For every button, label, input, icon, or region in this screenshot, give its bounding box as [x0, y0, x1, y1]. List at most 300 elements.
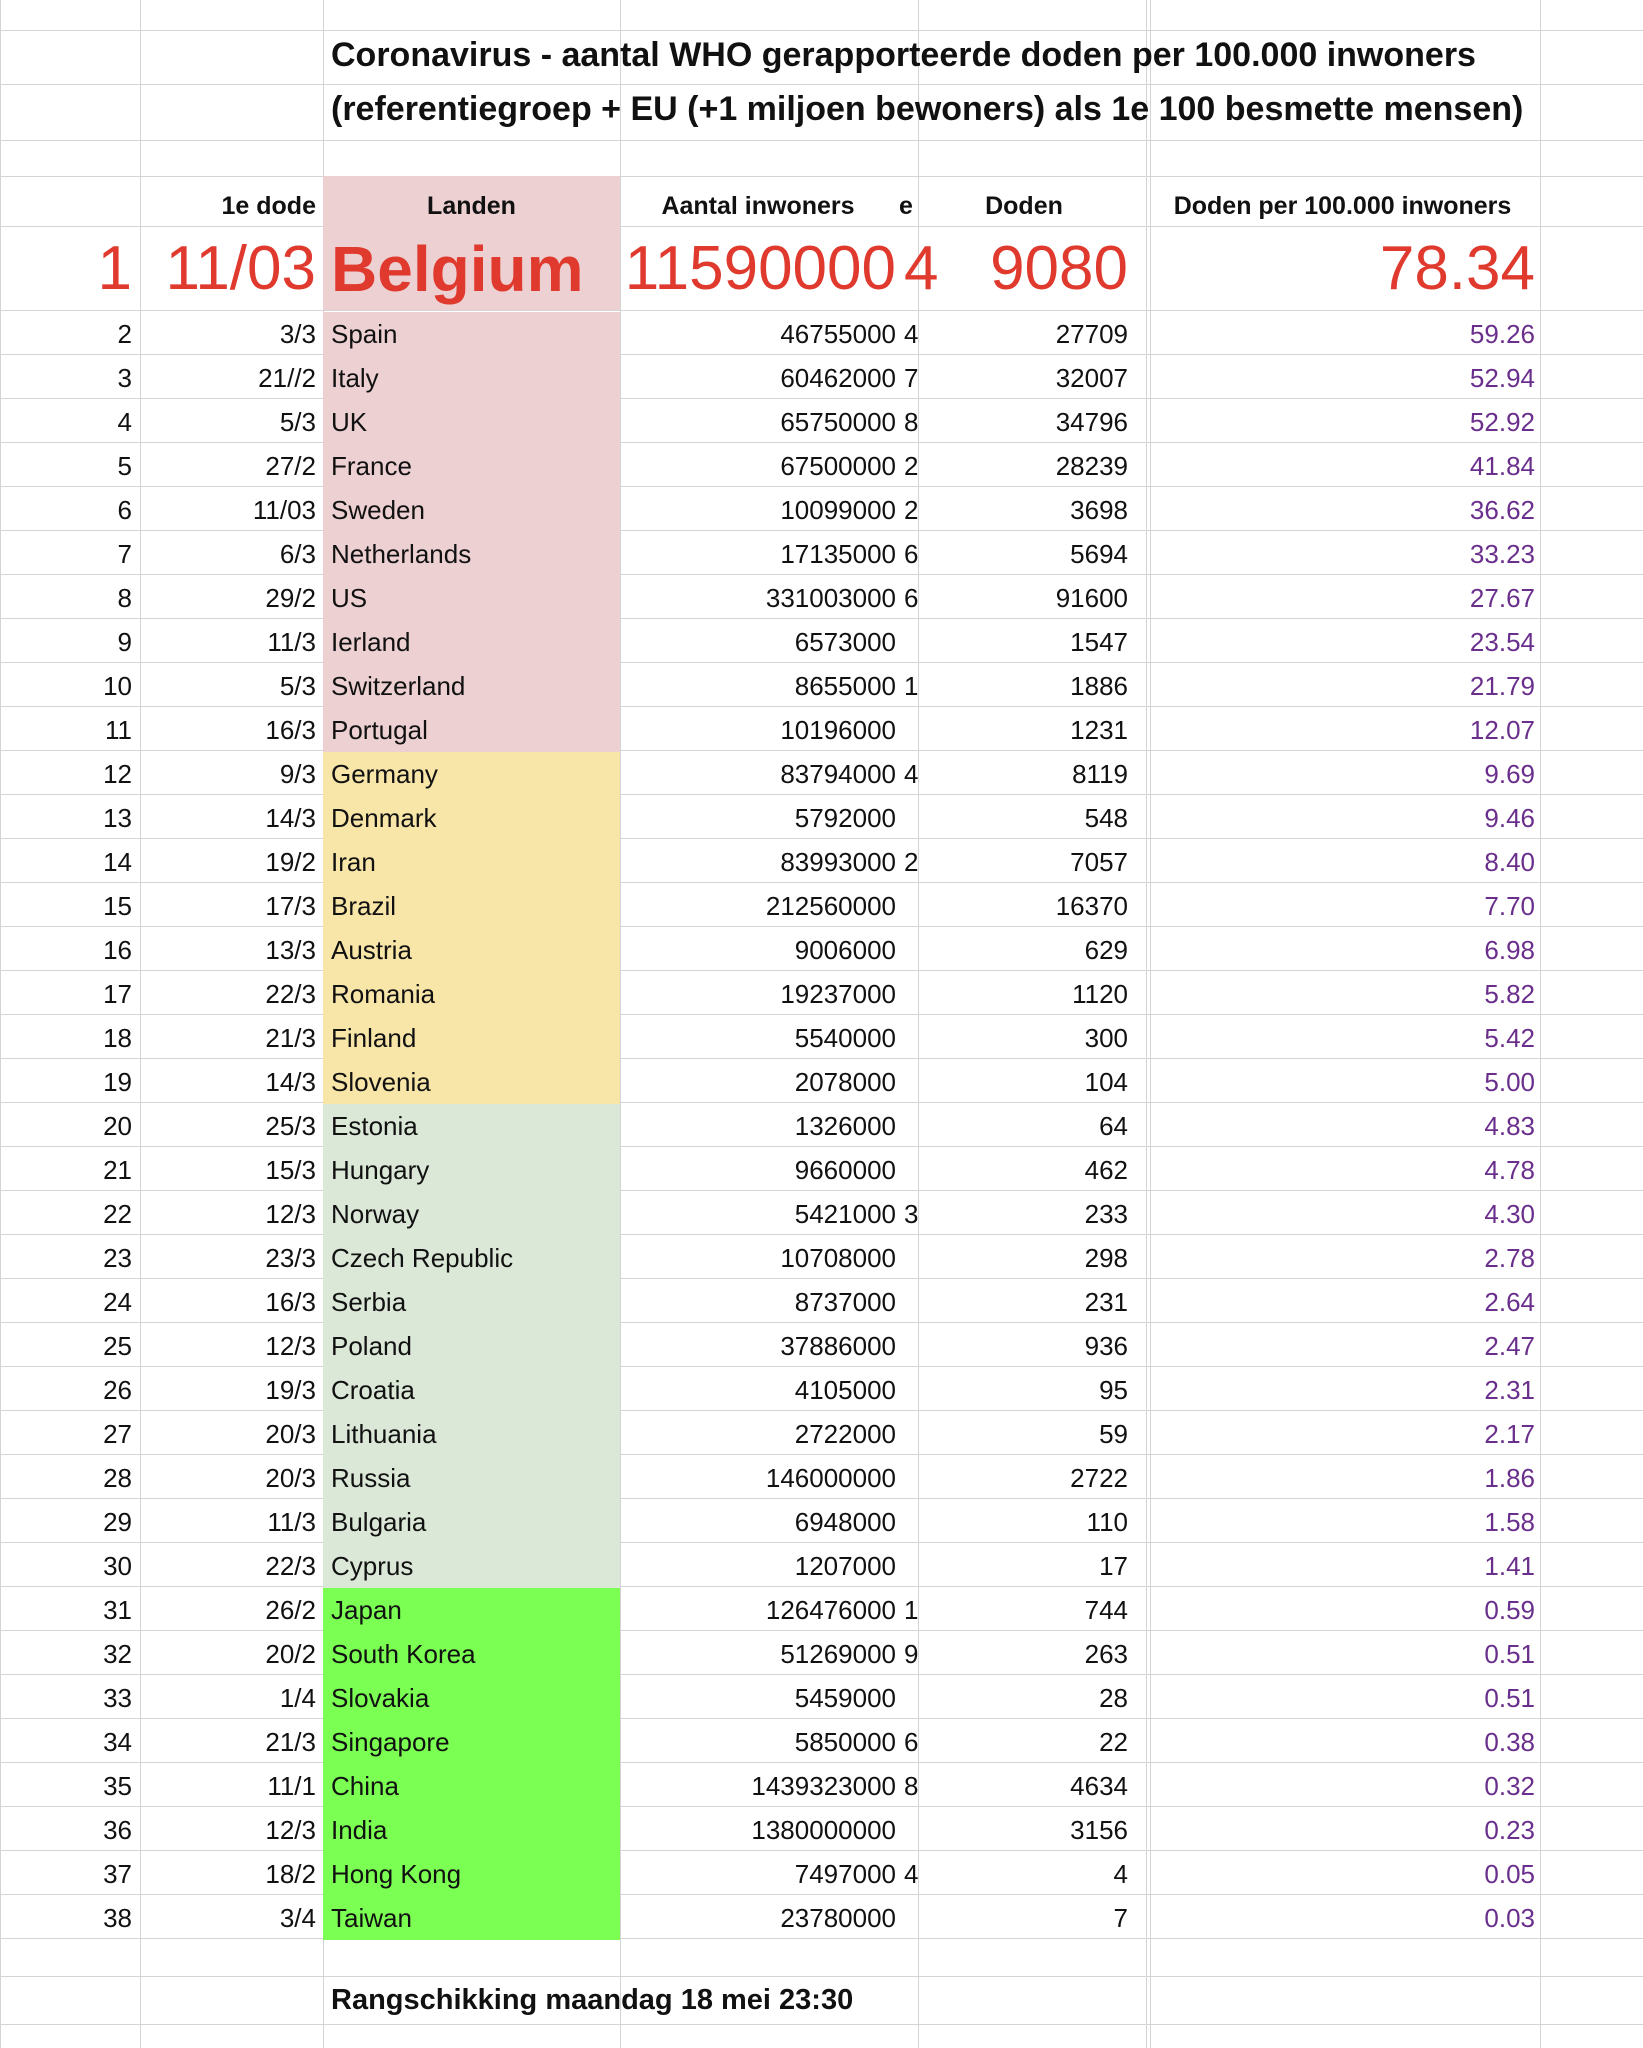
header-population: Aantal inwoners: [661, 192, 855, 220]
cell-deaths: 1231: [1070, 715, 1128, 745]
cell-trunc: [904, 1456, 918, 1500]
table-row: [0, 884, 1643, 928]
cell-deaths: 64: [1099, 1111, 1128, 1141]
cell-deaths: 298: [1084, 1243, 1128, 1273]
table-row: [0, 488, 1643, 532]
cell-population: 4105000: [794, 1375, 896, 1405]
grid-row-line: [0, 310, 1643, 311]
cell-trunc: [904, 1280, 918, 1324]
table-row: [0, 1500, 1643, 1544]
cell-rate: 9.69: [1484, 759, 1535, 789]
cell-rate: 1.58: [1484, 1507, 1535, 1537]
cell-date: 6/3: [279, 539, 316, 569]
cell-rate: 1.41: [1484, 1551, 1535, 1581]
cell-country: Italy: [331, 363, 379, 393]
table-row: [0, 312, 1643, 356]
cell-country: Iran: [331, 847, 376, 877]
table-row: [0, 664, 1643, 708]
cell-trunc: [904, 928, 918, 972]
cell-rate: 78.34: [1379, 234, 1535, 303]
cell-rate: 0.32: [1484, 1771, 1535, 1801]
cell-country: Denmark: [331, 803, 437, 833]
cell-population: 23780000: [780, 1903, 896, 1933]
cell-deaths: 5694: [1070, 539, 1128, 569]
cell-rank: 14: [103, 847, 132, 877]
cell-country: Spain: [331, 319, 398, 349]
cell-deaths: 8119: [1072, 759, 1128, 789]
cell-population: 1439323000: [751, 1771, 896, 1801]
cell-date: 16/3: [265, 1287, 316, 1317]
cell-population: 2078000: [794, 1067, 896, 1097]
cell-population: 37886000: [780, 1331, 896, 1361]
cell-trunc: [904, 972, 918, 1016]
cell-population: 146000000: [765, 1463, 896, 1493]
cell-country: Taiwan: [331, 1903, 412, 1933]
cell-deaths: 32007: [1055, 363, 1128, 393]
cell-rank: 20: [103, 1111, 132, 1141]
cell-rate: 27.67: [1469, 583, 1535, 613]
cell-date: 14/3: [265, 1067, 316, 1097]
cell-date: 12/3: [265, 1199, 316, 1229]
cell-trunc: 2: [904, 451, 919, 481]
cell-country: Austria: [331, 935, 412, 965]
cell-rank: 18: [103, 1023, 132, 1053]
cell-rate: 23.54: [1469, 627, 1535, 657]
cell-trunc: [904, 1060, 918, 1104]
cell-date: 26/2: [265, 1595, 316, 1625]
cell-population: 83794000: [780, 759, 896, 789]
cell-trunc: 6: [904, 583, 919, 613]
cell-country: Brazil: [331, 891, 397, 921]
cell-trunc: [904, 1236, 918, 1280]
table-row: [0, 1148, 1643, 1192]
table-row: [0, 708, 1643, 752]
cell-country: Croatia: [331, 1375, 415, 1405]
header-deaths: Doden: [985, 192, 1063, 220]
header-country: Landen: [427, 192, 516, 220]
cell-rate: 0.03: [1484, 1903, 1535, 1933]
cell-country: Hong Kong: [331, 1859, 462, 1889]
cell-population: 46755000: [780, 319, 896, 349]
cell-date: 11/1: [267, 1771, 316, 1801]
cell-country: India: [331, 1815, 388, 1845]
cell-date: 5/3: [279, 407, 316, 437]
cell-country: Slovenia: [331, 1067, 431, 1097]
cell-country: Japan: [331, 1595, 402, 1625]
cell-rank: 17: [103, 979, 132, 1009]
cell-country: Czech Republic: [331, 1243, 514, 1273]
cell-population: 126476000: [765, 1595, 896, 1625]
cell-deaths: 22: [1099, 1727, 1128, 1757]
cell-date: 3/4: [279, 1903, 316, 1933]
cell-date: 18/2: [265, 1859, 316, 1889]
cell-population: 67500000: [780, 451, 896, 481]
cell-country: Lithuania: [331, 1419, 437, 1449]
cell-trunc: [904, 1544, 918, 1588]
cell-population: 60462000: [780, 363, 896, 393]
cell-rank: 8: [117, 583, 132, 613]
cell-population: 5421000: [794, 1199, 896, 1229]
cell-trunc: [904, 1500, 918, 1544]
cell-population: 1380000000: [751, 1815, 896, 1845]
cell-population: 1207000: [794, 1551, 896, 1581]
cell-rank: 27: [103, 1419, 132, 1449]
footer-ranking-date: Rangschikking maandag 18 mei 23:30: [331, 1984, 854, 2016]
cell-population: 51269000: [780, 1639, 896, 1669]
cell-population: 10708000: [780, 1243, 896, 1273]
table-row: [0, 1632, 1643, 1676]
cell-rate: 1.86: [1484, 1463, 1535, 1493]
table-row: [0, 1324, 1643, 1368]
cell-rank: 36: [103, 1815, 132, 1845]
table-row: [0, 1588, 1643, 1632]
cell-rate: 0.51: [1484, 1639, 1535, 1669]
table-row: [0, 1192, 1643, 1236]
cell-date: 15/3: [265, 1155, 316, 1185]
cell-trunc: [904, 1368, 918, 1412]
cell-date: 19/2: [265, 847, 316, 877]
cell-country: Bulgaria: [331, 1507, 427, 1537]
cell-trunc: 2: [904, 495, 919, 525]
cell-rank: 5: [117, 451, 132, 481]
cell-date: 11/03: [252, 495, 316, 525]
cell-rate: 2.78: [1484, 1243, 1535, 1273]
cell-deaths: 462: [1084, 1155, 1128, 1185]
cell-trunc: 8: [904, 1771, 919, 1801]
cell-deaths: 629: [1084, 935, 1128, 965]
table-row: [0, 1280, 1643, 1324]
cell-date: 12/3: [265, 1331, 316, 1361]
cell-trunc: 4: [904, 234, 939, 303]
cell-rank: 30: [103, 1551, 132, 1581]
cell-deaths: 1886: [1070, 671, 1128, 701]
cell-rank: 1: [97, 234, 132, 303]
cell-deaths: 91600: [1055, 583, 1128, 613]
cell-rank: 6: [117, 495, 132, 525]
cell-rate: 59.26: [1469, 319, 1535, 349]
cell-rate: 0.38: [1484, 1727, 1535, 1757]
cell-rank: 26: [103, 1375, 132, 1405]
cell-country: Norway: [331, 1199, 420, 1229]
cell-date: 19/3: [265, 1375, 316, 1405]
cell-population: 5459000: [794, 1683, 896, 1713]
cell-deaths: 27709: [1055, 319, 1128, 349]
cell-population: 212560000: [765, 891, 896, 921]
cell-deaths: 548: [1084, 803, 1128, 833]
cell-rate: 8.40: [1484, 847, 1535, 877]
cell-deaths: 9080: [990, 234, 1128, 303]
cell-trunc: 3: [904, 1199, 919, 1229]
cell-date: 16/3: [265, 715, 316, 745]
cell-trunc: [904, 708, 918, 752]
cell-country: South Korea: [331, 1639, 476, 1669]
cell-trunc: [904, 796, 918, 840]
cell-population: 5850000: [794, 1727, 896, 1757]
cell-date: 29/2: [265, 583, 316, 613]
cell-date: 22/3: [265, 1551, 316, 1581]
cell-date: 12/3: [265, 1815, 316, 1845]
cell-population: 5792000: [794, 803, 896, 833]
cell-date: 11/3: [267, 627, 316, 657]
cell-country: Switzerland: [331, 671, 466, 701]
cell-trunc: 6: [904, 539, 919, 569]
cell-date: 11/03: [165, 234, 316, 303]
cell-rank: 35: [103, 1771, 132, 1801]
cell-trunc: 2: [904, 847, 919, 877]
header-rate: Doden per 100.000 inwoners: [1173, 192, 1512, 220]
cell-rank: 22: [103, 1199, 132, 1229]
table-row: [0, 928, 1643, 972]
cell-rank: 19: [103, 1067, 132, 1097]
cell-date: 23/3: [265, 1243, 316, 1273]
cell-deaths: 17: [1099, 1551, 1128, 1581]
table-row: [0, 1016, 1643, 1060]
cell-country: Estonia: [331, 1111, 418, 1141]
cell-rank: 31: [103, 1595, 132, 1625]
cell-rate: 5.82: [1484, 979, 1535, 1009]
cell-trunc: 7: [904, 363, 919, 393]
cell-date: 1/4: [279, 1683, 316, 1713]
cell-deaths: 4: [1113, 1859, 1128, 1889]
cell-rate: 0.51: [1484, 1683, 1535, 1713]
cell-rank: 9: [117, 627, 132, 657]
cell-rank: 3: [117, 363, 132, 393]
table-row: [0, 1060, 1643, 1104]
cell-trunc: [904, 1676, 918, 1720]
cell-country: Cyprus: [331, 1551, 414, 1581]
cell-deaths: 28: [1099, 1683, 1128, 1713]
grid-row-line: [0, 84, 1643, 85]
cell-population: 10196000: [780, 715, 896, 745]
cell-population: 1326000: [794, 1111, 896, 1141]
cell-deaths: 3156: [1070, 1815, 1128, 1845]
cell-deaths: 744: [1084, 1595, 1128, 1625]
cell-rank: 15: [103, 891, 132, 921]
cell-rank: 4: [117, 407, 132, 437]
cell-population: 83993000: [780, 847, 896, 877]
cell-country: Germany: [331, 759, 438, 789]
cell-rate: 33.23: [1469, 539, 1535, 569]
grid-row-line: [0, 2024, 1643, 2025]
table-row: [0, 444, 1643, 488]
table-row: [0, 972, 1643, 1016]
cell-country: Finland: [331, 1023, 417, 1053]
table-row: [0, 620, 1643, 664]
cell-population: 9660000: [794, 1155, 896, 1185]
cell-trunc: 9: [904, 1639, 919, 1669]
cell-deaths: 1547: [1070, 627, 1128, 657]
grid-row-line: [0, 140, 1643, 141]
cell-country: Slovakia: [331, 1683, 430, 1713]
cell-population: 8737000: [794, 1287, 896, 1317]
table-row: [0, 576, 1643, 620]
cell-trunc: 8: [904, 407, 919, 437]
cell-trunc: 4: [904, 759, 919, 789]
cell-rate: 7.70: [1484, 891, 1535, 921]
cell-trunc: [904, 620, 918, 664]
cell-deaths: 7057: [1070, 847, 1128, 877]
cell-rank: 33: [103, 1683, 132, 1713]
cell-rate: 9.46: [1484, 803, 1535, 833]
table-row: [0, 1544, 1643, 1588]
cell-date: 20/2: [265, 1639, 316, 1669]
table-row: [0, 1368, 1643, 1412]
cell-date: 11/3: [267, 1507, 316, 1537]
cell-country: Romania: [331, 979, 436, 1009]
cell-rank: 11: [105, 715, 132, 745]
cell-deaths: 3698: [1070, 495, 1128, 525]
cell-deaths: 233: [1084, 1199, 1128, 1229]
header-truncated: e: [899, 192, 913, 220]
cell-trunc: 4: [904, 1859, 919, 1889]
cell-trunc: [904, 1148, 918, 1192]
cell-date: 9/3: [279, 759, 316, 789]
table-row: [0, 356, 1643, 400]
cell-trunc: 4: [904, 319, 919, 349]
cell-rank: 38: [103, 1903, 132, 1933]
cell-country: Singapore: [331, 1727, 450, 1757]
cell-deaths: 59: [1099, 1419, 1128, 1449]
cell-rank: 24: [103, 1287, 132, 1317]
table-row: [0, 228, 1643, 310]
cell-rate: 0.59: [1484, 1595, 1535, 1625]
table-row: [0, 1104, 1643, 1148]
cell-country: Serbia: [331, 1287, 407, 1317]
cell-population: 5540000: [794, 1023, 896, 1053]
cell-deaths: 95: [1099, 1375, 1128, 1405]
cell-trunc: [904, 1808, 918, 1852]
table-row: [0, 532, 1643, 576]
cell-date: 3/3: [279, 319, 316, 349]
cell-country: Belgium: [331, 233, 584, 305]
cell-date: 14/3: [265, 803, 316, 833]
cell-deaths: 16370: [1055, 891, 1128, 921]
cell-deaths: 4634: [1070, 1771, 1128, 1801]
header-date: 1e dode: [221, 192, 316, 220]
cell-rate: 4.78: [1484, 1155, 1535, 1185]
cell-country: Hungary: [331, 1155, 430, 1185]
cell-trunc: [904, 1016, 918, 1060]
cell-date: 20/3: [265, 1419, 316, 1449]
cell-rank: 23: [103, 1243, 132, 1273]
cell-deaths: 34796: [1055, 407, 1128, 437]
cell-country: Sweden: [331, 495, 425, 525]
cell-rank: 2: [117, 319, 132, 349]
cell-rank: 28: [103, 1463, 132, 1493]
cell-population: 6948000: [794, 1507, 896, 1537]
cell-trunc: [904, 1104, 918, 1148]
cell-rank: 10: [103, 671, 132, 701]
cell-country: Ierland: [331, 627, 411, 657]
cell-rate: 4.83: [1484, 1111, 1535, 1141]
cell-trunc: 1: [904, 671, 919, 701]
cell-rank: 7: [117, 539, 132, 569]
cell-date: 21//2: [258, 363, 316, 393]
cell-country: China: [331, 1771, 399, 1801]
cell-population: 6573000: [794, 627, 896, 657]
table-row: [0, 1852, 1643, 1896]
table-row: [0, 752, 1643, 796]
cell-population: 17135000: [780, 539, 896, 569]
cell-country: Netherlands: [331, 539, 472, 569]
cell-country: Russia: [331, 1463, 411, 1493]
cell-deaths: 7: [1113, 1903, 1128, 1933]
cell-date: 25/3: [265, 1111, 316, 1141]
cell-population: 19237000: [780, 979, 896, 1009]
cell-rank: 32: [103, 1639, 132, 1669]
cell-rate: 4.30: [1484, 1199, 1535, 1229]
cell-rate: 2.47: [1484, 1331, 1535, 1361]
grid-row-line: [0, 30, 1643, 31]
cell-country: UK: [331, 407, 368, 437]
cell-deaths: 263: [1084, 1639, 1128, 1669]
cell-trunc: 6: [904, 1727, 919, 1757]
cell-rank: 25: [103, 1331, 132, 1361]
cell-country: Portugal: [331, 715, 428, 745]
cell-trunc: 1: [904, 1595, 919, 1625]
table-row: [0, 1456, 1643, 1500]
cell-population: 331003000: [765, 583, 896, 613]
cell-deaths: 231: [1084, 1287, 1128, 1317]
cell-rank: 29: [103, 1507, 132, 1537]
table-row: [0, 1808, 1643, 1852]
cell-date: 20/3: [265, 1463, 316, 1493]
cell-rank: 13: [103, 803, 132, 833]
cell-country: Poland: [331, 1331, 412, 1361]
cell-rate: 52.94: [1469, 363, 1535, 393]
cell-population: 65750000: [780, 407, 896, 437]
cell-rate: 0.05: [1484, 1859, 1535, 1889]
cell-population: 10099000: [780, 495, 896, 525]
cell-country: US: [331, 583, 368, 613]
cell-deaths: 110: [1086, 1507, 1128, 1537]
cell-population: 11590000: [624, 234, 896, 303]
cell-rate: 2.64: [1484, 1287, 1535, 1317]
cell-date: 21/3: [265, 1023, 316, 1053]
cell-deaths: 2722: [1070, 1463, 1128, 1493]
cell-rate: 5.00: [1484, 1067, 1535, 1097]
cell-date: 17/3: [265, 891, 316, 921]
title-line-2: (referentiegroep + EU (+1 miljoen bewoners) als 1e 100 besmette mensen): [331, 90, 1524, 128]
cell-population: 2722000: [794, 1419, 896, 1449]
cell-country: France: [331, 451, 412, 481]
table-row: [0, 1236, 1643, 1280]
cell-rank: 12: [103, 759, 132, 789]
cell-trunc: [904, 884, 918, 928]
cell-rank: 34: [103, 1727, 132, 1757]
cell-rate: 2.17: [1484, 1419, 1535, 1449]
table-row: [0, 796, 1643, 840]
cell-population: 7497000: [794, 1859, 896, 1889]
table-row: [0, 1676, 1643, 1720]
cell-trunc: [904, 1896, 918, 1940]
cell-rate: 6.98: [1484, 935, 1535, 965]
title-line-1: Coronavirus - aantal WHO gerapporteerde doden per 100.000 inwoners: [331, 36, 1476, 74]
cell-date: 22/3: [265, 979, 316, 1009]
cell-date: 13/3: [265, 935, 316, 965]
cell-date: 21/3: [265, 1727, 316, 1757]
cell-rate: 12.07: [1469, 715, 1535, 745]
table-row: [0, 1412, 1643, 1456]
cell-rate: 5.42: [1484, 1023, 1535, 1053]
table-row: [0, 1720, 1643, 1764]
cell-rank: 16: [103, 935, 132, 965]
cell-rank: 37: [103, 1859, 132, 1889]
cell-rate: 2.31: [1484, 1375, 1535, 1405]
cell-rate: 41.84: [1469, 451, 1535, 481]
cell-trunc: [904, 1324, 918, 1368]
cell-deaths: 300: [1084, 1023, 1128, 1053]
